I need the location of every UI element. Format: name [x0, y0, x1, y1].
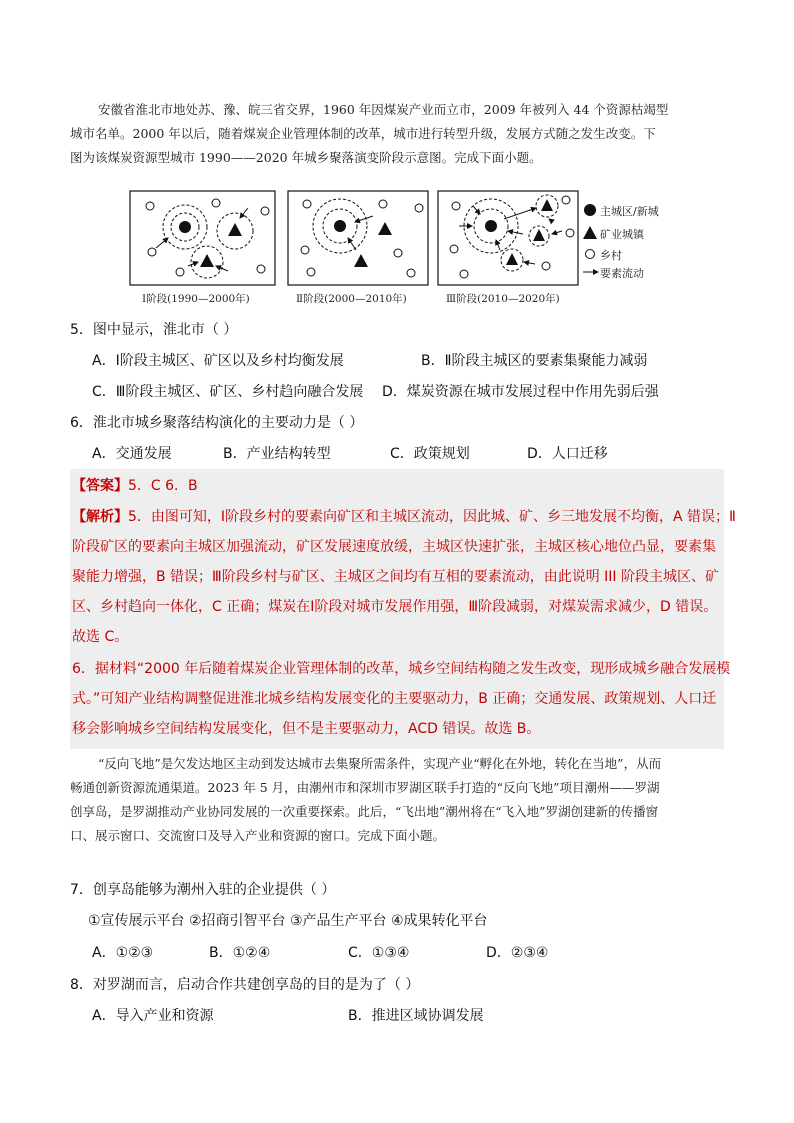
q7-option-c[interactable]: C．①③④	[348, 945, 410, 961]
legend-village-icon	[586, 250, 595, 259]
stage1-caption: Ⅰ阶段(1990—2000年)	[142, 293, 250, 305]
answer-line	[72, 471, 198, 501]
legend-main-city: 主城区/新城	[600, 205, 659, 218]
passage1-line2: 城市名单。2000 年以后，随着煤炭企业管理体制的改革，城市进行转型升级，发展方式随之发生改变。下	[70, 126, 656, 141]
q5-option-c[interactable]: C．Ⅲ阶段主城区、矿区、乡村趋向融合发展	[92, 384, 364, 400]
legend-village: 乡村	[600, 249, 622, 262]
analysis-line2: 阶段矿区的要素向主城区加强流动，矿区发展速度放缓，主城区快速扩张，主城区核心地位凸显，要素集	[72, 539, 716, 555]
q6-option-b[interactable]: B．产业结构转型	[223, 446, 331, 462]
q5-stem: 5．图中显示，淮北市（ ）	[70, 322, 238, 338]
legend-main-city-icon	[584, 204, 596, 216]
passage1-line1: 安徽省淮北市地处苏、豫、皖三省交界，1960 年因煤炭产业而立市，2009 年被列入 44 个资源枯竭型	[98, 102, 669, 117]
q5-option-d[interactable]: D．煤炭资源在城市发展过程中作用先弱后强	[382, 384, 659, 400]
analysis-line3: 聚能力增强，B 错误；Ⅲ阶段乡村与矿区、主城区之间均有互相的要素流动，由此说明 III 阶段主城区、矿	[72, 569, 719, 585]
stage2-caption: Ⅱ阶段(2000—2010年)	[296, 293, 407, 305]
q8-stem: 8．对罗湖而言，启动合作共建创享岛的目的是为了（ ）	[70, 977, 420, 993]
q5-option-b[interactable]: B．Ⅱ阶段主城区的要素集聚能力减弱	[421, 353, 648, 369]
stage3-caption: Ⅲ阶段(2010—2020年)	[446, 293, 560, 305]
legend-symbols	[583, 204, 598, 272]
q7-stem: 7．创享岛能够为潮州入驻的企业提供（ ）	[70, 882, 336, 898]
legend-flow: 要素流动	[600, 267, 644, 280]
q7-option-d[interactable]: D．②③④	[486, 945, 549, 961]
analysis-line7: 式。”可知产业结构调整促进淮北城乡结构发展变化的主要驱动力，B 正确；交通发展、政策规划、人口迁	[72, 691, 717, 707]
analysis-line1	[72, 502, 736, 532]
main-city-icon	[179, 221, 191, 233]
legend-mining-town-icon	[583, 226, 597, 239]
passage2-line2: 畅通创新资源流通渠道。2023 年 5 月，由潮州市和深圳市罗湖区联手打造的“反向飞地”项目潮州——罗湖	[70, 780, 660, 795]
legend-mining-town: 矿业城镇	[600, 228, 644, 241]
stage3-panel	[438, 191, 578, 285]
analysis-line8: 移会影响城乡空间结构发展变化，但不是主要驱动力，ACD 错误。故选 B。	[72, 721, 541, 737]
analysis-text-1: 5．由图可知，Ⅰ阶段乡村的要素向矿区和主城区流动，因此城、矿、乡三地发展不均衡，A 错误；Ⅱ	[128, 509, 736, 525]
q7-items: ①宣传展示平台 ②招商引智平台 ③产品生产平台 ④成果转化平台	[88, 913, 488, 929]
analysis-tag: 【解析】	[72, 509, 128, 525]
passage2-line3: 创享岛，是罗湖推动产业协同发展的一次重要探索。此后，“飞出地”潮州将在“飞入地”罗湖创建新的传播窗	[70, 804, 659, 819]
q6-option-c[interactable]: C．政策规划	[390, 446, 470, 462]
q8-option-b[interactable]: B．推进区域协调发展	[348, 1008, 484, 1024]
answer-text: 5．C 6．B	[128, 478, 198, 494]
analysis-line4: 区、乡村趋向一体化，C 正确；煤炭在Ⅰ阶段对城市发展作用强，Ⅲ阶段减弱，对煤炭需求减少，D 错误。	[72, 599, 718, 615]
q7-option-a[interactable]: A．①②③	[92, 945, 154, 961]
passage1-line3: 图为该煤炭资源型城市 1990——2020 年城乡聚落演变阶段示意图。完成下面小题。	[70, 150, 542, 165]
answer-tag: 【答案】	[72, 478, 128, 494]
q6-stem: 6．淮北市城乡聚落结构演化的主要动力是（ ）	[70, 415, 364, 431]
q5-option-a[interactable]: A．Ⅰ阶段主城区、矿区以及乡村均衡发展	[92, 353, 344, 369]
analysis-line6: 6．据材料“2000 年后随着煤炭企业管理体制的改革，城乡空间结构随之发生改变，现形成城乡融合发展模	[72, 661, 731, 677]
q8-option-a[interactable]: A．导入产业和资源	[92, 1008, 214, 1024]
stage1-panel	[130, 191, 275, 285]
stage2-panel	[288, 191, 428, 285]
q6-option-d[interactable]: D．人口迁移	[527, 446, 608, 462]
passage2-line1: “反向飞地”是欠发达地区主动到发达城市去集聚所需条件，实现产业“孵化在外地，转化在当地”，从而	[98, 756, 662, 771]
q6-option-a[interactable]: A．交通发展	[92, 446, 172, 462]
q7-option-b[interactable]: B．①②④	[209, 945, 271, 961]
passage2-line4: 口、展示窗口、交流窗口及导入产业和资源的窗口。完成下面小题。	[70, 828, 446, 843]
analysis-line5: 故选 C。	[72, 629, 129, 645]
